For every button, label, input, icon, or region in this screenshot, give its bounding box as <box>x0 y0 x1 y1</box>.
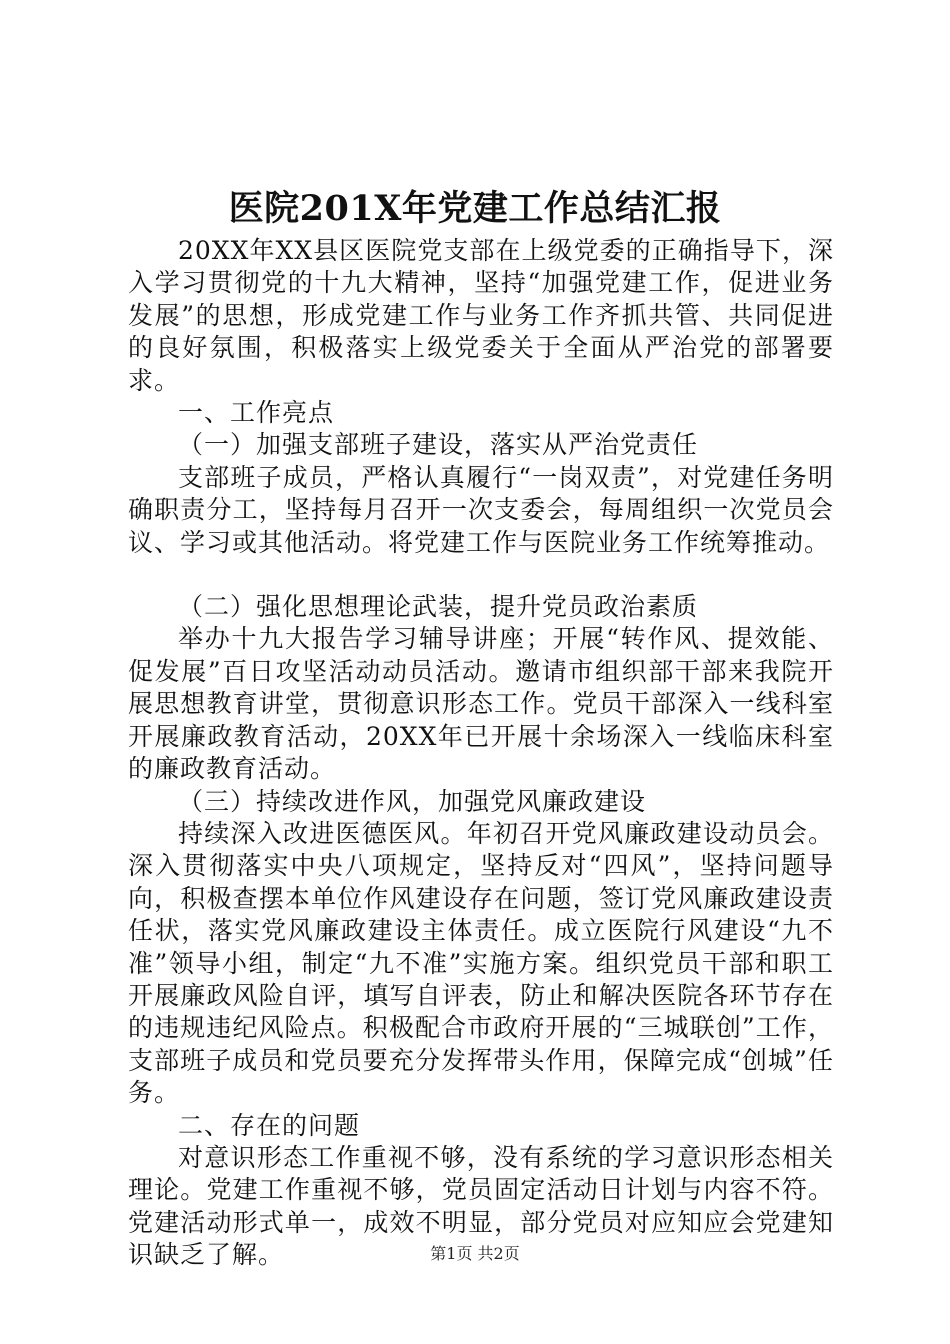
subsection-paragraph-3: 持续深入改进医德医风。年初召开党风廉政建设动员会。深入贯彻落实中央八项规定，坚持反对“四风”，坚持问题导向，积极查摆本单位作风建设存在问题，签订党风廉政建设责任状，落实党风廉政建设主体责任。成立医院行风建设“九不准”领导小组，制定“九不准”实施方案。组织党员干部和职工开展廉政风险自评，填写自评表，防止和解决医院各环节存在的违规违纪风险点。积极配合市政府开展的“三城联创”工作，支部班子成员和党员要充分发挥带头作用，保障完成“创城”任务。 <box>128 818 834 1108</box>
subsection-heading-3: （三）持续改进作风，加强党风廉政建设 <box>178 786 647 816</box>
subsection-heading-2: （二）强化思想理论武装，提升党员政治素质 <box>178 592 699 622</box>
section-heading-highlights: 一、工作亮点 <box>178 398 335 428</box>
intro-paragraph: 20XX年XX县区医院党支部在上级党委的正确指导下，深入学习贯彻党的十九大精神，坚持“加强党建工作，促进业务发展”的思想，形成党建工作与业务工作齐抓共管、共同促进的良好氛围，积极落实上级党委关于全面从严治党的部署要求。 <box>128 236 834 395</box>
subsection-paragraph-2: 举办十九大报告学习辅导讲座；开展“转作风、提效能、促发展”百日攻坚活动动员活动。邀请市组织部干部来我院开展思想教育讲堂，贯彻意识形态工作。党员干部深入一线科室开展廉政教育活动，20XX年已开展十余场深入一线临床科室的廉政教育活动。 <box>128 624 834 784</box>
page-footer: 第1页 共2页 <box>430 1244 520 1263</box>
subsection-heading-1: （一）加强支部班子建设，落实从严治党责任 <box>178 430 699 460</box>
section-heading-problems: 二、存在的问题 <box>178 1110 361 1140</box>
problems-paragraph: 对意识形态工作重视不够，没有系统的学习意识形态相关理论。党建工作重视不够，党员固定活动日计划与内容不符。党建活动形式单一，成效不明显，部分党员对应知应会党建知识缺乏了解。 <box>128 1142 834 1270</box>
document-body <box>128 235 834 1272</box>
document-title: 医院201X年党建工作总结汇报 <box>228 188 722 229</box>
subsection-paragraph-1: 支部班子成员，严格认真履行“一岗双责”，对党建任务明确职责分工，坚持每月召开一次支委会，每周组织一次党员会议、学习或其他活动。将党建工作与医院业务工作统筹推动。 <box>128 462 834 557</box>
